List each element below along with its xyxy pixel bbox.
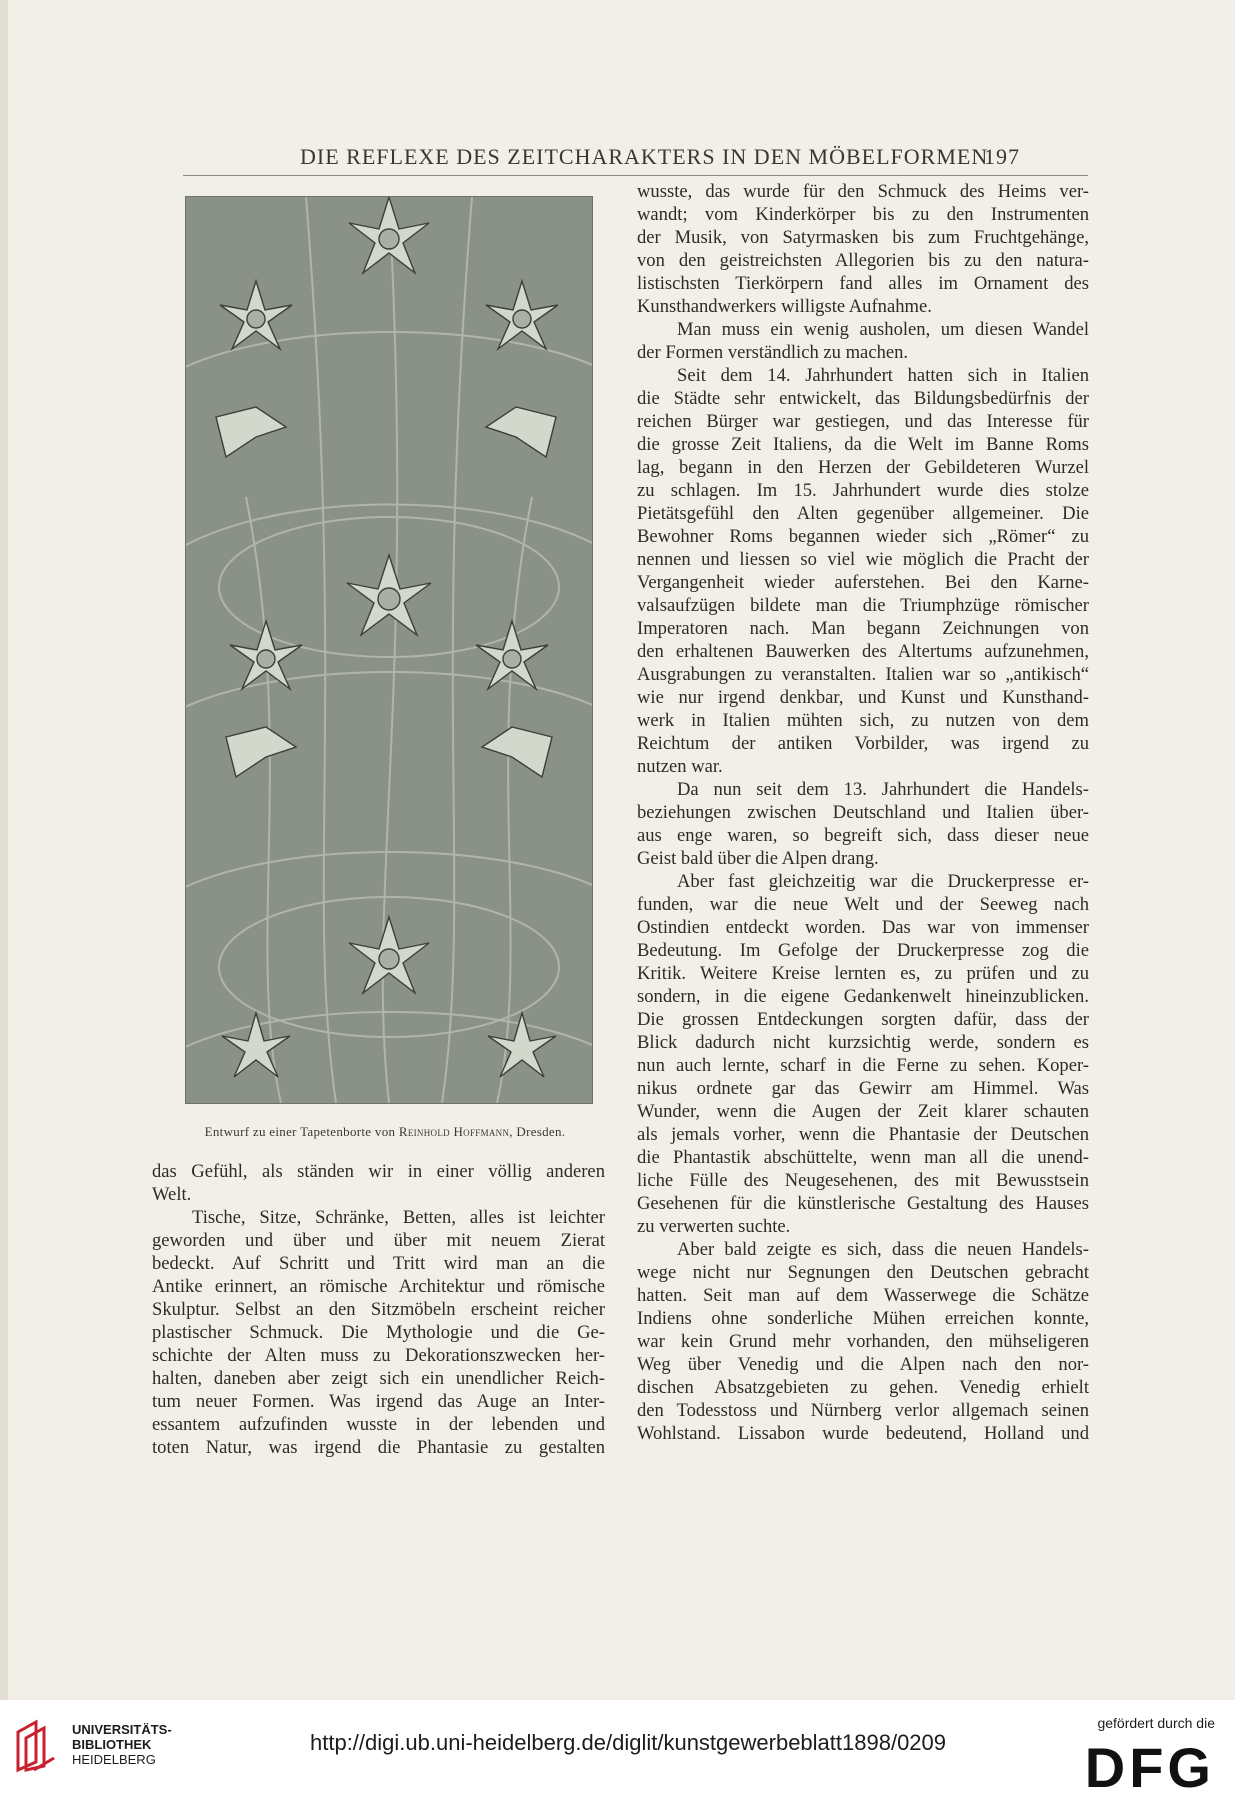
text-line: der Formen verständlich zu machen. [637,342,909,363]
text-line: Wunder, wenn die Augen der Zeit klarer schauten [637,1101,1089,1122]
running-head [300,144,1020,170]
text-line: Wohlstand. Lissabon wurde bedeutend, Holland und [637,1423,1089,1444]
text-line: die grosse Zeit Italiens, da die Welt im Banne Roms [637,434,1089,455]
text-line: lag, begann in den Herzen der Gebildeteren Wurzel [637,457,1089,478]
text-line: Aber fast gleichzeitig war die Druckerpresse er- [677,871,1089,892]
text-line: den Todesstoss und Nürnberg verlor allgemach seinen [637,1400,1089,1421]
text-line: Die grossen Entdeckungen sorgten dafür, dass der [637,1009,1089,1030]
text-line: bedeckt. Auf Schritt und Tritt wird man an die [152,1253,605,1274]
text-line: Seit dem 14. Jahrhundert hatten sich in Italien [677,365,1089,386]
text-line: Bewohner Roms begannen wieder sich „Römer“ zu [637,526,1089,547]
text-line: Tische, Sitze, Schränke, Betten, alles ist leichter [192,1207,605,1228]
daffodil-wallpaper-border-illustration [186,197,592,1103]
text-line: Antike erinnert, an römische Architektur und römische [152,1276,605,1297]
text-line: nun auch lernte, scharf in die Ferne zu sehen. Koper- [637,1055,1089,1076]
text-line: Blick dadurch nicht kurzsichtig werde, sondern es [637,1032,1089,1053]
library-name[interactable]: UNIVERSITÄTS- BIBLIOTHEK HEIDELBERG [72,1722,172,1767]
running-head-title: DIE REFLEXE DES ZEITCHARAKTERS IN DEN MÖBELFORMEN [300,144,989,169]
text-line: Da nun seit dem 13. Jahrhundert die Handels- [677,779,1089,800]
dfg-logo[interactable]: DFG [1084,1736,1215,1799]
text-line: nennen und liessen so viel wie möglich die Pracht der [637,549,1089,570]
text-line: Man muss ein wenig ausholen, um diesen Wandel [677,319,1089,340]
text-line: zu verwerten suchte. [637,1216,791,1237]
wallpaper-border-figure [185,196,593,1104]
text-line: der Musik, von Satyrmasken bis zum Fruchtgehänge, [637,227,1089,248]
text-line: Aber bald zeigte es sich, dass die neuen Handels- [677,1239,1089,1260]
text-line: plastischer Schmuck. Die Mythologie und die Ge- [152,1322,605,1343]
text-line: essantem aufzufinden wusste in der lebenden und [152,1414,605,1435]
text-line: tum neuer Formen. Was irgend das Auge an Inter- [152,1391,605,1412]
text-line: Reichtum der antiken Vorbilder, was irgend zu [637,733,1089,754]
text-line: Weg über Venedig und die Alpen nach den nor- [637,1354,1089,1375]
text-line: hatten. Seit man auf dem Wasserwege die Schätze [637,1285,1089,1306]
text-line: Ausgrabungen zu veranstalten. Italien war so „antikisch“ [637,664,1089,685]
text-line: aus enge waren, so begreift sich, dass dieser neue [637,825,1089,846]
university-library-logo-icon[interactable] [14,1718,58,1774]
text-line: funden, war die neue Welt und der Seeweg nach [637,894,1089,915]
text-line: Pietätsgefühl den Alten gegenüber allgemeiner. Die [637,503,1089,524]
funding-note: gefördert durch die [1097,1715,1215,1731]
text-line: liche Fülle des Neugesehenen, des mit Bewusstsein [637,1170,1089,1191]
text-line: die Phantastik abschüttelte, wenn man all die unend- [637,1147,1089,1168]
text-line: den erhaltenen Bauwerken des Altertums aufzunehmen, [637,641,1089,662]
text-line: toten Natur, was irgend die Phantasie zu gestalten [152,1437,605,1458]
text-line: als jemals vorher, wenn die Phantasie der Deutschen [637,1124,1089,1145]
text-line: valsaufzügen bildete man die Triumphzüge römischer [637,595,1089,616]
text-line: war kein Grund mehr vorhanden, den mühseligeren [637,1331,1089,1352]
text-line: zu schlagen. Im 15. Jahrhundert wurde dies stolze [637,480,1089,501]
text-line: beziehungen zwischen Deutschland und Italien über- [637,802,1089,823]
text-line: nutzen war. [637,756,723,777]
text-line: halten, daneben aber zeigt sich ein unendlicher Reich- [152,1368,605,1389]
text-line: sondern, in die eigene Gedankenwelt hineinzublicken. [637,986,1089,1007]
text-line: Indiens ohne sonderliche Mühen erreichen konnte, [637,1308,1089,1329]
text-line: Ostindien entdeckt worden. Das war von immenser [637,917,1089,938]
right-column-text [637,180,1089,1445]
text-line: die Städte sehr entwickelt, das Bildungsbedürfnis der [637,388,1089,409]
page-number: 197 [984,144,1020,169]
text-line: listischsten Tierkörpern fand alles im Ornament des [637,273,1089,294]
text-line: Bedeutung. Im Gefolge der Druckerpresse zog die [637,940,1089,961]
text-line: werk in Italien mühten sich, zu nutzen von dem [637,710,1089,731]
text-line: wusste, das wurde für den Schmuck des Heims ver- [637,181,1089,202]
text-line: Gesehenen für die künstlerische Gestaltung des Hauses [637,1193,1089,1214]
text-line: schichte der Alten muss zu Dekorationszwecken her- [152,1345,605,1366]
text-line: nikus ordnete gar das Gewirr am Himmel. Was [637,1078,1089,1099]
text-line: dischen Absatzgebieten zu gehen. Venedig erhielt [637,1377,1089,1398]
text-line: reichen Bürger war gestiegen, und das Interesse für [637,411,1089,432]
text-line: Geist bald über die Alpen drang. [637,848,879,869]
text-line: Kunsthandwerkers willigste Aufnahme. [637,296,932,317]
text-line: von den geistreichsten Allegorien bis zu den natura- [637,250,1089,271]
text-line: Skulptur. Selbst an den Sitzmöbeln erscheint reicher [152,1299,605,1320]
header-rule [183,175,1088,176]
text-line: wandt; vom Kinderkörper bis zu den Instrumenten [637,204,1089,225]
text-line: wege nicht nur Segnungen den Deutschen gebracht [637,1262,1089,1283]
left-column-text [152,1160,605,1459]
text-line: wie nur irgend denkbar, und Kunst und Kunsthand- [637,687,1089,708]
text-line: das Gefühl, als ständen wir in einer völlig anderen [152,1161,605,1182]
permalink-url[interactable]: http://digi.ub.uni-heidelberg.de/diglit/kunstgewerbeblatt1898/0209 [310,1730,947,1755]
text-line: Imperatoren nach. Man begann Zeichnungen von [637,618,1089,639]
text-line: geworden und über und über mit neuem Zierat [152,1230,605,1251]
text-line: Kritik. Weitere Kreise lernten es, zu prüfen und zu [637,963,1089,984]
text-line: Vergangenheit wieder auferstehen. Bei den Karne- [637,572,1089,593]
caption-artist-name: Reinhold Hoffmann [398,1124,510,1139]
figure-caption: Entwurf zu einer Tapetenborte von Reinhold Hoffmann, Dresden. [204,1124,566,1139]
text-line: Welt. [152,1184,192,1205]
